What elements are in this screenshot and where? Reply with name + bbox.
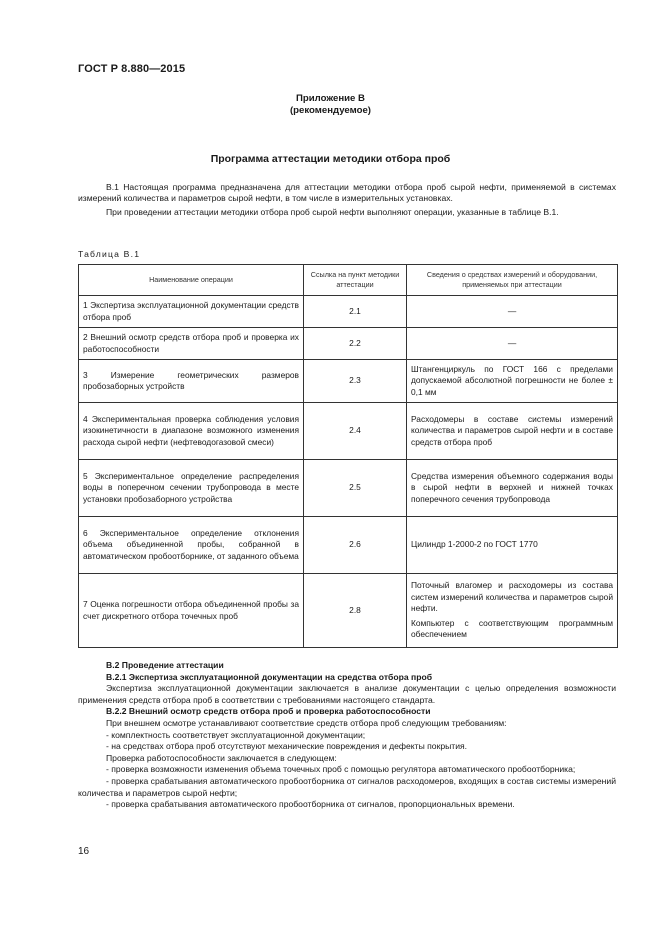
section-2-2-check-intro: Проверка работоспособности заключается в следующем: bbox=[106, 752, 337, 763]
program-title: Программа аттестации методики отбора проб bbox=[210, 153, 451, 165]
header-reference: Ссылка на пункт методики аттестации bbox=[304, 265, 407, 296]
table-row bbox=[79, 328, 618, 360]
operation-cell: 6 Экспериментальное определение отклонения объема объединенной пробы, собранной в автоматическом пробоотборнике, от заданного объема bbox=[79, 517, 304, 574]
reference-cell: 2.2 bbox=[304, 328, 407, 360]
operation-cell: 4 Экспериментальная проверка соблюдения условия изокинетичности в диапазоне возможного изменения расхода сырой нефти (нефтеводогазовой смеси) bbox=[79, 403, 304, 460]
section-2-1-title: В.2.1 Экспертиза эксплуатационной документации на средства отбора проб bbox=[106, 671, 433, 682]
equipment-cell: Средства измерения объемного содержания воды в сырой нефти в верхней и нижней точках поперечного сечения трубопровода bbox=[407, 460, 618, 517]
reference-cell: 2.8 bbox=[304, 574, 407, 648]
appendix-title: Приложение В bbox=[296, 93, 365, 104]
intro-paragraph-2: При проведении аттестации методики отбора проб сырой нефти выполняют операции, указанные в таблице В.1. bbox=[106, 207, 559, 217]
operation-cell: 5 Экспериментальное определение распределения воды в поперечном сечении трубопровода в месте установки пробозаборного устройства bbox=[79, 460, 304, 517]
table-row bbox=[79, 403, 618, 460]
reference-cell: 2.1 bbox=[304, 296, 407, 328]
check-item: - проверка срабатывания автоматического пробоотборника от сигналов, пропорциональных времени. bbox=[106, 799, 515, 810]
section-2-2-intro: При внешнем осмотре устанавливают соответствие средств отбора проб следующим требованиям: bbox=[106, 717, 507, 728]
section-2 bbox=[78, 660, 616, 811]
requirement-item: - на средствах отбора проб отсутствуют механические повреждения и дефекты покрытия. bbox=[106, 741, 468, 752]
equipment-cell: Штангенциркуль по ГОСТ 166 с пределами допускаемой абсолютной погрешности не более ± 0,1 мм bbox=[407, 360, 618, 403]
table-row bbox=[79, 360, 618, 403]
document-header: ГОСТ Р 8.880—2015 bbox=[78, 63, 186, 75]
section-2-1-text: Экспертиза эксплуатационной документации заключается в анализе документации с целью определения возможности применения средств отбора проб в соответствии с требованиями настоящего стандарта. bbox=[78, 683, 616, 705]
equipment-cell: Расходомеры в составе системы измерений количества и параметров сырой нефти и в составе средств отбора проб bbox=[407, 403, 618, 460]
operation-cell: 3 Измерение геометрических размеров пробозаборных устройств bbox=[79, 360, 304, 403]
intro-paragraph-1: В.1 Настоящая программа предназначена для аттестации методики отбора проб сырой нефти, применяемой в системах измерений количества и параметров сырой нефти, в том числе в измерительных установках. bbox=[78, 182, 616, 204]
reference-cell: 2.6 bbox=[304, 517, 407, 574]
equipment-cell bbox=[407, 574, 618, 648]
operation-cell: 7 Оценка погрешности отбора объединенной пробы за счет дискретного отбора точечных проб bbox=[79, 574, 304, 648]
header-equipment: Сведения о средствах измерений и оборудовании, применяемых при аттестации bbox=[407, 265, 618, 296]
header-operation: Наименование операции bbox=[79, 265, 304, 296]
equipment-line: Компьютер с соответствующим программным обеспечением bbox=[411, 618, 613, 640]
page-number: 16 bbox=[78, 846, 90, 857]
table-row bbox=[79, 460, 618, 517]
equipment-cell: — bbox=[407, 296, 618, 328]
reference-cell: 2.3 bbox=[304, 360, 407, 403]
equipment-cell: Цилиндр 1-2000-2 по ГОСТ 1770 bbox=[407, 517, 618, 574]
table-row bbox=[79, 574, 618, 648]
table-row bbox=[79, 296, 618, 328]
section-2-title: В.2 Проведение аттестации bbox=[106, 660, 224, 670]
appendix-heading bbox=[0, 93, 661, 117]
table-row bbox=[79, 517, 618, 574]
operations-table bbox=[78, 264, 618, 648]
appendix-subtitle: (рекомендуемое) bbox=[289, 105, 371, 116]
operation-cell: 2 Внешний осмотр средств отбора проб и проверка их работоспособности bbox=[79, 328, 304, 360]
operation-cell: 1 Экспертиза эксплуатационной документации средств отбора проб bbox=[79, 296, 304, 328]
section-2-2-title: В.2.2 Внешний осмотр средств отбора проб и проверка работоспособности bbox=[106, 706, 431, 717]
table-caption: Таблица В.1 bbox=[78, 249, 141, 259]
reference-cell: 2.5 bbox=[304, 460, 407, 517]
table-header-row bbox=[79, 265, 618, 296]
check-item: - проверка срабатывания автоматического пробоотборника от сигналов расходомеров, входящих в состав системы измерений количества и параметров сырой нефти; bbox=[78, 775, 616, 798]
reference-cell: 2.4 bbox=[304, 403, 407, 460]
check-item: - проверка возможности изменения объема точечных проб с помощью регулятора автоматического пробоотборника; bbox=[106, 764, 576, 775]
equipment-cell: — bbox=[407, 328, 618, 360]
equipment-line: Поточный влагомер и расходомеры из состава систем измерений количества и параметров сырой нефти. bbox=[411, 580, 613, 613]
requirement-item: - комплектность соответствует эксплуатационной документации; bbox=[106, 729, 366, 740]
